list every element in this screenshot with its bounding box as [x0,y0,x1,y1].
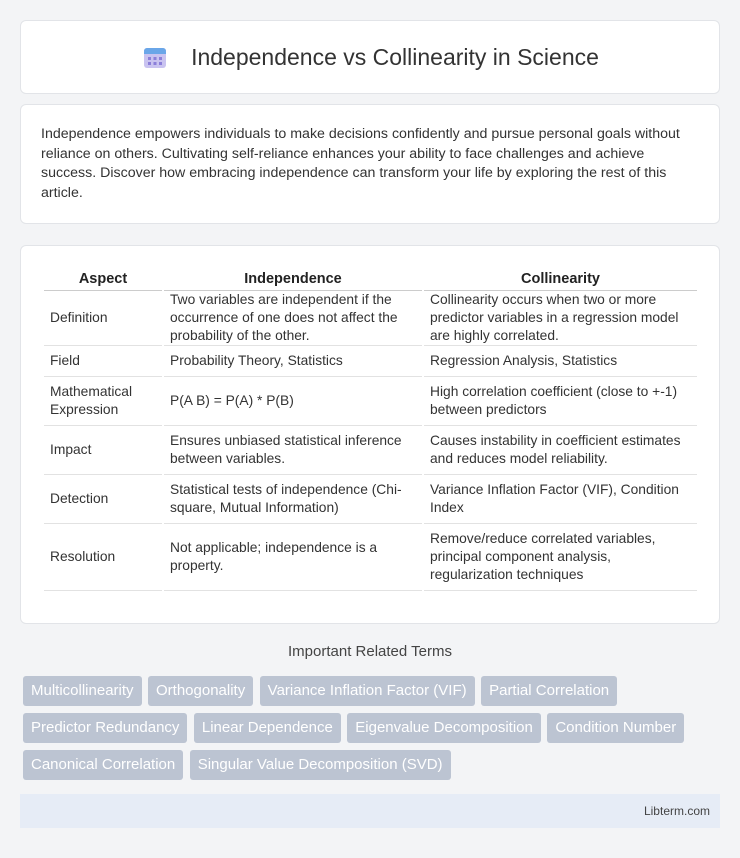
cell-independence: P(A B) = P(A) * P(B) [164,377,422,426]
cell-collinearity: Regression Analysis, Statistics [424,346,697,377]
related-term-tag[interactable]: Predictor Redundancy [23,713,187,743]
related-term-tag[interactable]: Multicollinearity [23,676,142,706]
cell-independence: Not applicable; independence is a property. [164,524,422,591]
cell-aspect: Mathematical Expression [44,377,162,426]
related-term-tag[interactable]: Eigenvalue Decomposition [347,713,541,743]
related-terms-list [23,676,723,787]
related-term-tag[interactable]: Condition Number [547,713,684,743]
table-row [44,524,697,591]
cell-aspect: Definition [44,291,162,346]
table-row [44,475,697,524]
related-term-tag[interactable]: Linear Dependence [194,713,341,743]
cell-collinearity: Causes instability in coefficient estimates and reduces model reliability. [424,426,697,475]
calendar-icon [141,43,169,71]
related-term-tag[interactable]: Singular Value Decomposition (SVD) [190,750,451,780]
header-independence: Independence [164,268,422,291]
cell-independence: Ensures unbiased statistical inference between variables. [164,426,422,475]
related-term-tag[interactable]: Variance Inflation Factor (VIF) [260,676,475,706]
cell-independence: Two variables are independent if the occurrence of one does not affect the probability of the other. [164,291,422,346]
cell-independence: Probability Theory, Statistics [164,346,422,377]
page-title: Independence vs Collinearity in Science [191,43,599,70]
cell-aspect: Field [44,346,162,377]
cell-aspect: Detection [44,475,162,524]
table-row [44,291,697,346]
related-term-tag[interactable]: Partial Correlation [481,676,617,706]
table-row [44,426,697,475]
intro-card [20,104,720,224]
cell-collinearity: High correlation coefficient (close to +-1) between predictors [424,377,697,426]
related-terms-title: Important Related Terms [288,643,452,660]
intro-text: Independence empowers individuals to make decisions confidently and pursue personal goals without reliance on others. Cultivating self-reliance enhances your ability to face challenges and achieve success. Discover how embracing independence can transform your life by exploring the rest of this article. [41,126,680,201]
table-header-row [44,268,697,291]
cell-independence: Statistical tests of independence (Chi-square, Mutual Information) [164,475,422,524]
related-term-tag[interactable]: Canonical Correlation [23,750,183,780]
header-collinearity: Collinearity [424,268,697,291]
header-aspect: Aspect [44,268,162,291]
title-card [20,20,720,94]
cell-collinearity: Remove/reduce correlated variables, principal component analysis, regularization techniques [424,524,697,591]
related-term-tag[interactable]: Orthogonality [148,676,253,706]
cell-aspect: Resolution [44,524,162,591]
footer-site-link[interactable]: Libterm.com [643,804,710,818]
table-row [44,346,697,377]
table-row [44,377,697,426]
comparison-table [42,268,699,591]
cell-collinearity: Collinearity occurs when two or more predictor variables in a regression model are highly correlated. [424,291,697,346]
cell-collinearity: Variance Inflation Factor (VIF), Condition Index [424,475,697,524]
footer [20,794,720,828]
cell-aspect: Impact [44,426,162,475]
comparison-card [20,245,720,624]
